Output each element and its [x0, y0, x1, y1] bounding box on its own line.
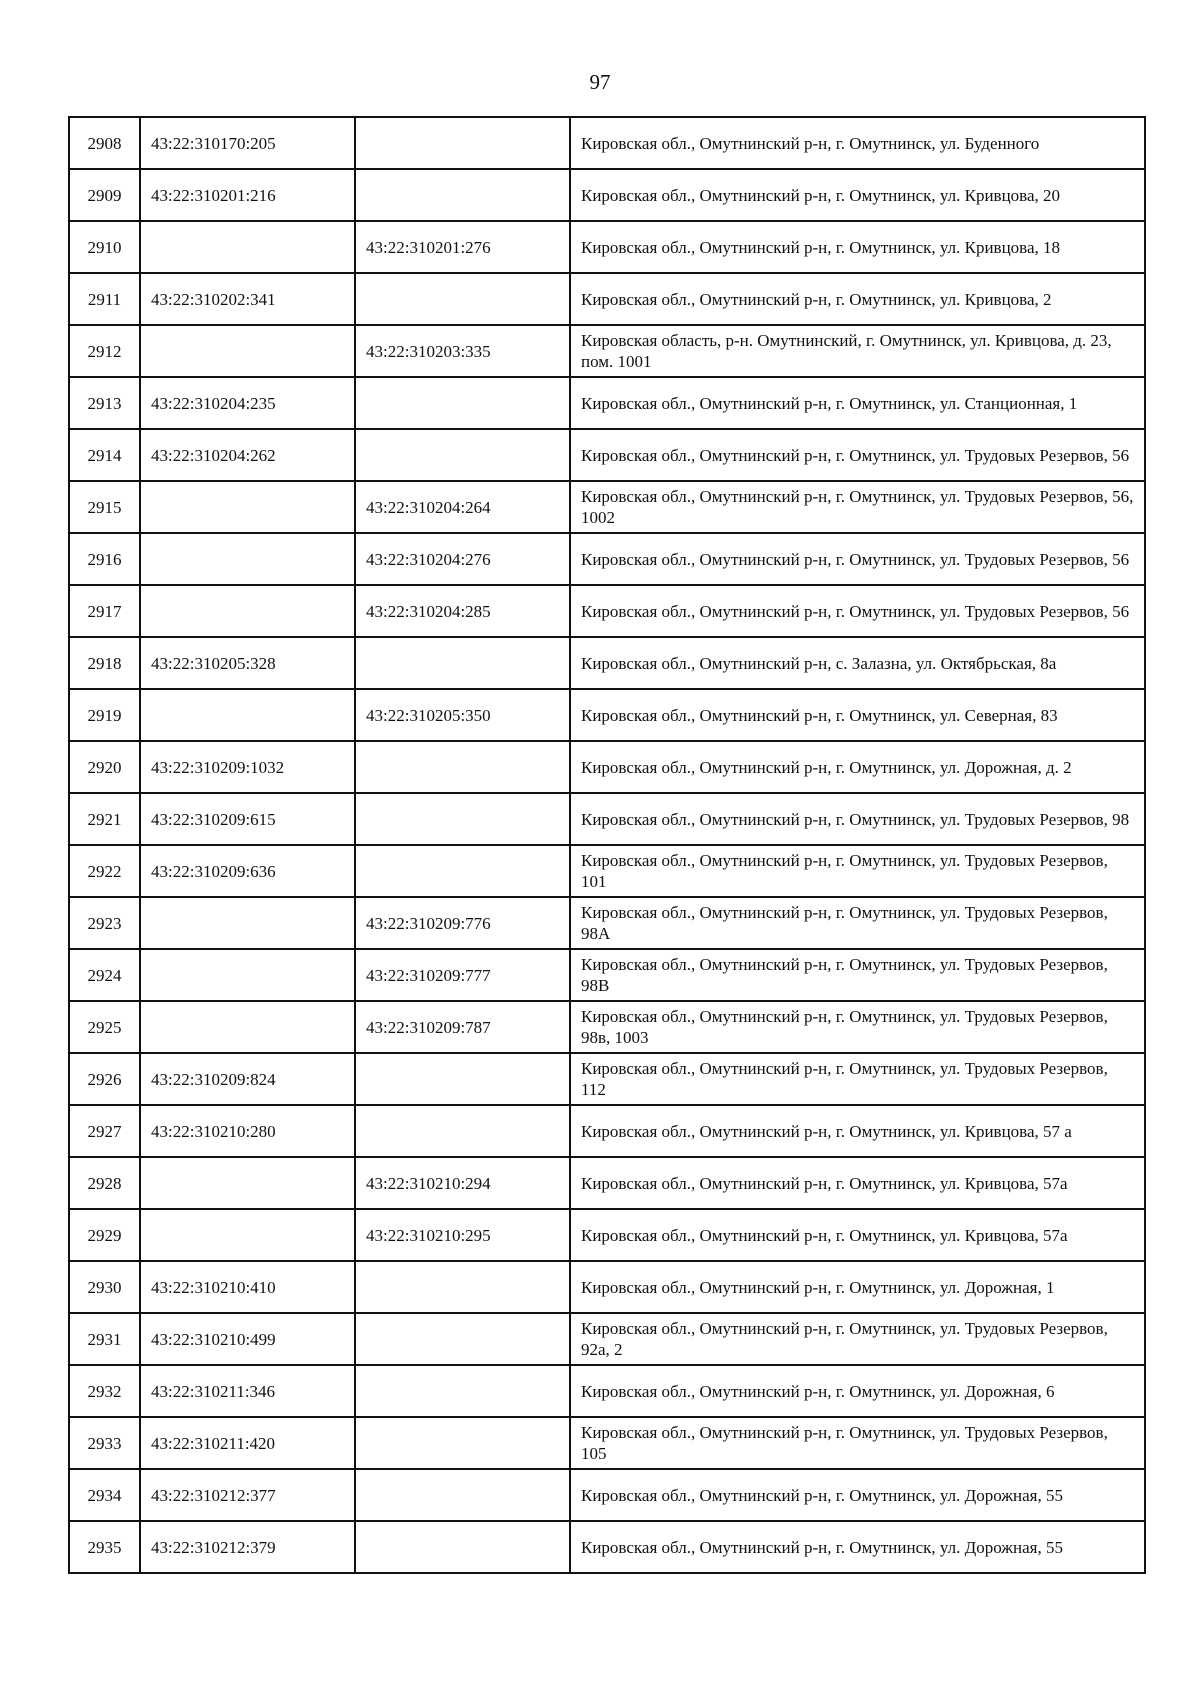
address-cell: Кировская обл., Омутнинский р-н, г. Омутнинск, ул. Дорожная, 55	[570, 1521, 1145, 1573]
related-cadastral-number-cell: 43:22:310209:776	[355, 897, 570, 949]
address-cell: Кировская обл., Омутнинский р-н, с. Залазна, ул. Октябрьская, 8а	[570, 637, 1145, 689]
row-number-cell: 2918	[69, 637, 140, 689]
row-number-cell: 2931	[69, 1313, 140, 1365]
address-cell: Кировская обл., Омутнинский р-н, г. Омутнинск, ул. Трудовых Резервов, 105	[570, 1417, 1145, 1469]
table-row	[69, 949, 1145, 1001]
related-cadastral-number-cell: 43:22:310203:335	[355, 325, 570, 377]
address-cell: Кировская обл., Омутнинский р-н, г. Омутнинск, ул. Северная, 83	[570, 689, 1145, 741]
row-number-cell: 2912	[69, 325, 140, 377]
address-cell: Кировская обл., Омутнинский р-н, г. Омутнинск, ул. Трудовых Резервов, 92а, 2	[570, 1313, 1145, 1365]
related-cadastral-number-cell	[355, 1469, 570, 1521]
row-number-cell: 2913	[69, 377, 140, 429]
cadastral-number-cell: 43:22:310204:262	[140, 429, 355, 481]
cadastral-number-cell	[140, 533, 355, 585]
related-cadastral-number-cell	[355, 273, 570, 325]
cadastral-number-cell	[140, 481, 355, 533]
related-cadastral-number-cell: 43:22:310210:294	[355, 1157, 570, 1209]
address-cell: Кировская обл., Омутнинский р-н, г. Омутнинск, ул. Трудовых Резервов, 101	[570, 845, 1145, 897]
row-number-cell: 2914	[69, 429, 140, 481]
cadastral-number-cell: 43:22:310210:499	[140, 1313, 355, 1365]
table-row	[69, 741, 1145, 793]
cadastral-number-cell: 43:22:310211:420	[140, 1417, 355, 1469]
address-cell: Кировская область, р-н. Омутнинский, г. Омутнинск, ул. Кривцова, д. 23, пом. 1001	[570, 325, 1145, 377]
row-number-cell: 2919	[69, 689, 140, 741]
table-row	[69, 689, 1145, 741]
row-number-cell: 2930	[69, 1261, 140, 1313]
table-row	[69, 273, 1145, 325]
address-cell: Кировская обл., Омутнинский р-н, г. Омутнинск, ул. Трудовых Резервов, 56	[570, 429, 1145, 481]
table-row	[69, 117, 1145, 169]
related-cadastral-number-cell: 43:22:310204:264	[355, 481, 570, 533]
cadastral-number-cell	[140, 1209, 355, 1261]
address-cell: Кировская обл., Омутнинский р-н, г. Омутнинск, ул. Кривцова, 57а	[570, 1209, 1145, 1261]
table-row	[69, 585, 1145, 637]
cadastral-number-cell: 43:22:310205:328	[140, 637, 355, 689]
cadastral-number-cell: 43:22:310204:235	[140, 377, 355, 429]
table-row	[69, 221, 1145, 273]
cadastral-number-cell	[140, 585, 355, 637]
row-number-cell: 2921	[69, 793, 140, 845]
address-cell: Кировская обл., Омутнинский р-н, г. Омутнинск, ул. Трудовых Резервов, 98А	[570, 897, 1145, 949]
row-number-cell: 2925	[69, 1001, 140, 1053]
related-cadastral-number-cell	[355, 1521, 570, 1573]
table-row	[69, 1313, 1145, 1365]
address-cell: Кировская обл., Омутнинский р-н, г. Омутнинск, ул. Буденного	[570, 117, 1145, 169]
row-number-cell: 2935	[69, 1521, 140, 1573]
table-row	[69, 793, 1145, 845]
row-number-cell: 2911	[69, 273, 140, 325]
row-number-cell: 2909	[69, 169, 140, 221]
table-row	[69, 1105, 1145, 1157]
address-cell: Кировская обл., Омутнинский р-н, г. Омутнинск, ул. Дорожная, 1	[570, 1261, 1145, 1313]
table-row	[69, 1053, 1145, 1105]
address-cell: Кировская обл., Омутнинский р-н, г. Омутнинск, ул. Дорожная, 6	[570, 1365, 1145, 1417]
related-cadastral-number-cell	[355, 1105, 570, 1157]
related-cadastral-number-cell: 43:22:310210:295	[355, 1209, 570, 1261]
cadastral-number-cell: 43:22:310211:346	[140, 1365, 355, 1417]
row-number-cell: 2933	[69, 1417, 140, 1469]
address-cell: Кировская обл., Омутнинский р-н, г. Омутнинск, ул. Кривцова, 20	[570, 169, 1145, 221]
related-cadastral-number-cell	[355, 1053, 570, 1105]
address-cell: Кировская обл., Омутнинский р-н, г. Омутнинск, ул. Трудовых Резервов, 98В	[570, 949, 1145, 1001]
table-row	[69, 1365, 1145, 1417]
address-cell: Кировская обл., Омутнинский р-н, г. Омутнинск, ул. Дорожная, 55	[570, 1469, 1145, 1521]
cadastral-number-cell: 43:22:310209:1032	[140, 741, 355, 793]
row-number-cell: 2920	[69, 741, 140, 793]
related-cadastral-number-cell	[355, 793, 570, 845]
table-row	[69, 1157, 1145, 1209]
address-cell: Кировская обл., Омутнинский р-н, г. Омутнинск, ул. Трудовых Резервов, 98	[570, 793, 1145, 845]
table-row	[69, 377, 1145, 429]
row-number-cell: 2929	[69, 1209, 140, 1261]
cadastral-number-cell	[140, 689, 355, 741]
related-cadastral-number-cell	[355, 169, 570, 221]
row-number-cell: 2916	[69, 533, 140, 585]
cadastral-number-cell	[140, 897, 355, 949]
cadastral-number-cell: 43:22:310212:377	[140, 1469, 355, 1521]
row-number-cell: 2917	[69, 585, 140, 637]
cadastral-number-cell: 43:22:310170:205	[140, 117, 355, 169]
registry-table	[68, 116, 1146, 1574]
row-number-cell: 2932	[69, 1365, 140, 1417]
cadastral-number-cell	[140, 1157, 355, 1209]
related-cadastral-number-cell	[355, 1417, 570, 1469]
row-number-cell: 2928	[69, 1157, 140, 1209]
registry-table-body	[69, 117, 1145, 1573]
cadastral-number-cell	[140, 325, 355, 377]
table-row	[69, 897, 1145, 949]
address-cell: Кировская обл., Омутнинский р-н, г. Омутнинск, ул. Кривцова, 57а	[570, 1157, 1145, 1209]
address-cell: Кировская обл., Омутнинский р-н, г. Омутнинск, ул. Кривцова, 18	[570, 221, 1145, 273]
row-number-cell: 2915	[69, 481, 140, 533]
table-row	[69, 1001, 1145, 1053]
table-row	[69, 1521, 1145, 1573]
table-row	[69, 325, 1145, 377]
table-row	[69, 1469, 1145, 1521]
address-cell: Кировская обл., Омутнинский р-н, г. Омутнинск, ул. Трудовых Резервов, 56, 1002	[570, 481, 1145, 533]
cadastral-number-cell: 43:22:310210:410	[140, 1261, 355, 1313]
table-row	[69, 845, 1145, 897]
related-cadastral-number-cell	[355, 1365, 570, 1417]
address-cell: Кировская обл., Омутнинский р-н, г. Омутнинск, ул. Станционная, 1	[570, 377, 1145, 429]
related-cadastral-number-cell: 43:22:310204:276	[355, 533, 570, 585]
cadastral-number-cell: 43:22:310202:341	[140, 273, 355, 325]
address-cell: Кировская обл., Омутнинский р-н, г. Омутнинск, ул. Трудовых Резервов, 56	[570, 585, 1145, 637]
row-number-cell: 2934	[69, 1469, 140, 1521]
cadastral-number-cell: 43:22:310201:216	[140, 169, 355, 221]
related-cadastral-number-cell	[355, 741, 570, 793]
table-row	[69, 533, 1145, 585]
row-number-cell: 2924	[69, 949, 140, 1001]
row-number-cell: 2923	[69, 897, 140, 949]
related-cadastral-number-cell	[355, 429, 570, 481]
cadastral-number-cell: 43:22:310209:615	[140, 793, 355, 845]
row-number-cell: 2926	[69, 1053, 140, 1105]
table-row	[69, 1209, 1145, 1261]
related-cadastral-number-cell	[355, 377, 570, 429]
cadastral-number-cell	[140, 1001, 355, 1053]
table-row	[69, 637, 1145, 689]
table-row	[69, 481, 1145, 533]
related-cadastral-number-cell	[355, 845, 570, 897]
row-number-cell: 2922	[69, 845, 140, 897]
address-cell: Кировская обл., Омутнинский р-н, г. Омутнинск, ул. Кривцова, 57 а	[570, 1105, 1145, 1157]
address-cell: Кировская обл., Омутнинский р-н, г. Омутнинск, ул. Кривцова, 2	[570, 273, 1145, 325]
related-cadastral-number-cell: 43:22:310209:777	[355, 949, 570, 1001]
related-cadastral-number-cell	[355, 1313, 570, 1365]
cadastral-number-cell: 43:22:310210:280	[140, 1105, 355, 1157]
related-cadastral-number-cell	[355, 637, 570, 689]
related-cadastral-number-cell	[355, 1261, 570, 1313]
related-cadastral-number-cell: 43:22:310204:285	[355, 585, 570, 637]
related-cadastral-number-cell: 43:22:310201:276	[355, 221, 570, 273]
page-number: 97	[589, 70, 611, 94]
cadastral-number-cell: 43:22:310209:636	[140, 845, 355, 897]
cadastral-number-cell	[140, 949, 355, 1001]
address-cell: Кировская обл., Омутнинский р-н, г. Омутнинск, ул. Трудовых Резервов, 98в, 1003	[570, 1001, 1145, 1053]
row-number-cell: 2908	[69, 117, 140, 169]
cadastral-number-cell	[140, 221, 355, 273]
address-cell: Кировская обл., Омутнинский р-н, г. Омутнинск, ул. Дорожная, д. 2	[570, 741, 1145, 793]
related-cadastral-number-cell: 43:22:310209:787	[355, 1001, 570, 1053]
table-row	[69, 429, 1145, 481]
row-number-cell: 2927	[69, 1105, 140, 1157]
row-number-cell: 2910	[69, 221, 140, 273]
table-row	[69, 1417, 1145, 1469]
related-cadastral-number-cell	[355, 117, 570, 169]
table-row	[69, 1261, 1145, 1313]
address-cell: Кировская обл., Омутнинский р-н, г. Омутнинск, ул. Трудовых Резервов, 112	[570, 1053, 1145, 1105]
related-cadastral-number-cell: 43:22:310205:350	[355, 689, 570, 741]
address-cell: Кировская обл., Омутнинский р-н, г. Омутнинск, ул. Трудовых Резервов, 56	[570, 533, 1145, 585]
table-row	[69, 169, 1145, 221]
cadastral-number-cell: 43:22:310212:379	[140, 1521, 355, 1573]
cadastral-number-cell: 43:22:310209:824	[140, 1053, 355, 1105]
